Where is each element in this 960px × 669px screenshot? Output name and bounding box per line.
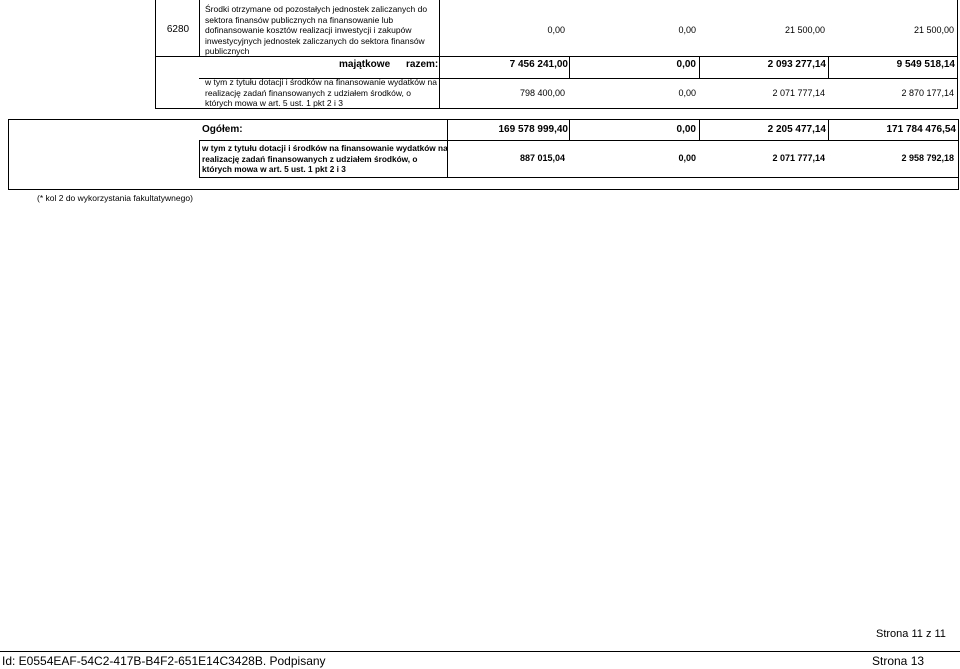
- value-cell: 887 015,04: [519, 153, 565, 163]
- table-divider: [199, 0, 200, 56]
- table-row-border: [199, 177, 959, 178]
- classification-code: 6280: [166, 24, 190, 35]
- value-cell: 2 071 777,14: [772, 88, 825, 98]
- table-divider: [569, 56, 570, 78]
- ogolem-label: Ogółem:: [202, 124, 243, 135]
- total-cell: 7 456 241,00: [509, 59, 568, 70]
- table-divider: [439, 0, 440, 56]
- footer-divider: [0, 651, 960, 652]
- majatkowe-label: majątkowe: [339, 59, 391, 70]
- total-cell: 169 578 999,40: [498, 124, 568, 135]
- value-cell: 21 500,00: [913, 25, 954, 35]
- table-border-top: [8, 119, 959, 120]
- total-cell: 0,00: [676, 124, 696, 135]
- total-cell: 0,00: [676, 59, 696, 70]
- value-cell: 2 958 792,18: [901, 153, 954, 163]
- table-divider: [199, 140, 200, 178]
- value-cell: 0,00: [678, 88, 696, 98]
- total-cell: 2 205 477,14: [767, 124, 826, 135]
- table-divider: [699, 56, 700, 78]
- row-description: Środki otrzymane od pozostałych jednostek zaliczanych do sektora finansów publicznych na finansowanie lub dofinansowanie kosztów realizacji inwestycji i zakupów inwestycyjnych jednostek zaliczanych do sektora finansów publicznych: [205, 4, 428, 56]
- table-divider: [699, 119, 700, 140]
- table-divider: [569, 119, 570, 140]
- majatkowe-razem-label: razem:: [406, 59, 439, 70]
- value-cell: 21 500,00: [784, 25, 825, 35]
- total-cell: 9 549 518,14: [896, 59, 955, 70]
- value-cell: 798 400,00: [519, 88, 565, 98]
- value-cell: 0,00: [547, 25, 565, 35]
- table-divider: [828, 56, 829, 78]
- total-cell: 2 093 277,14: [767, 59, 826, 70]
- value-cell: 0,00: [678, 25, 696, 35]
- table-border-bottom: [8, 189, 959, 190]
- table-border-left: [155, 0, 156, 109]
- page-counter: Strona 11 z 11: [876, 628, 946, 640]
- table-divider: [439, 56, 440, 109]
- table-divider: [828, 119, 829, 140]
- subtotal-description: w tym z tytułu dotacji i środków na finansowanie wydatków na realizację zadań finansowanych z udziałem środków, o których mowa w art. 5 ust. 1 pkt 2 i 3: [205, 77, 437, 108]
- value-cell: 0,00: [678, 153, 696, 163]
- value-cell: 2 870 177,14: [901, 88, 954, 98]
- page-number: Strona 13: [872, 654, 925, 668]
- table-border-left: [8, 119, 9, 190]
- total-cell: 171 784 476,54: [886, 124, 956, 135]
- table-row-border: [199, 140, 959, 141]
- table-border-right: [958, 119, 959, 190]
- document-id: Id: E0554EAF-54C2-417B-B4F2-651E14C3428B. Podpisany: [2, 654, 326, 668]
- table-border-right: [957, 0, 958, 109]
- subtotal-description: w tym z tytułu dotacji i środków na finansowanie wydatków na realizację zadań finansowanych z udziałem środków, o których mowa w art. 5 ust. 1 pkt 2 i 3: [202, 143, 448, 174]
- value-cell: 2 071 777,14: [772, 153, 825, 163]
- footnote: (* kol 2 do wykorzystania fakultatywnego): [37, 193, 193, 203]
